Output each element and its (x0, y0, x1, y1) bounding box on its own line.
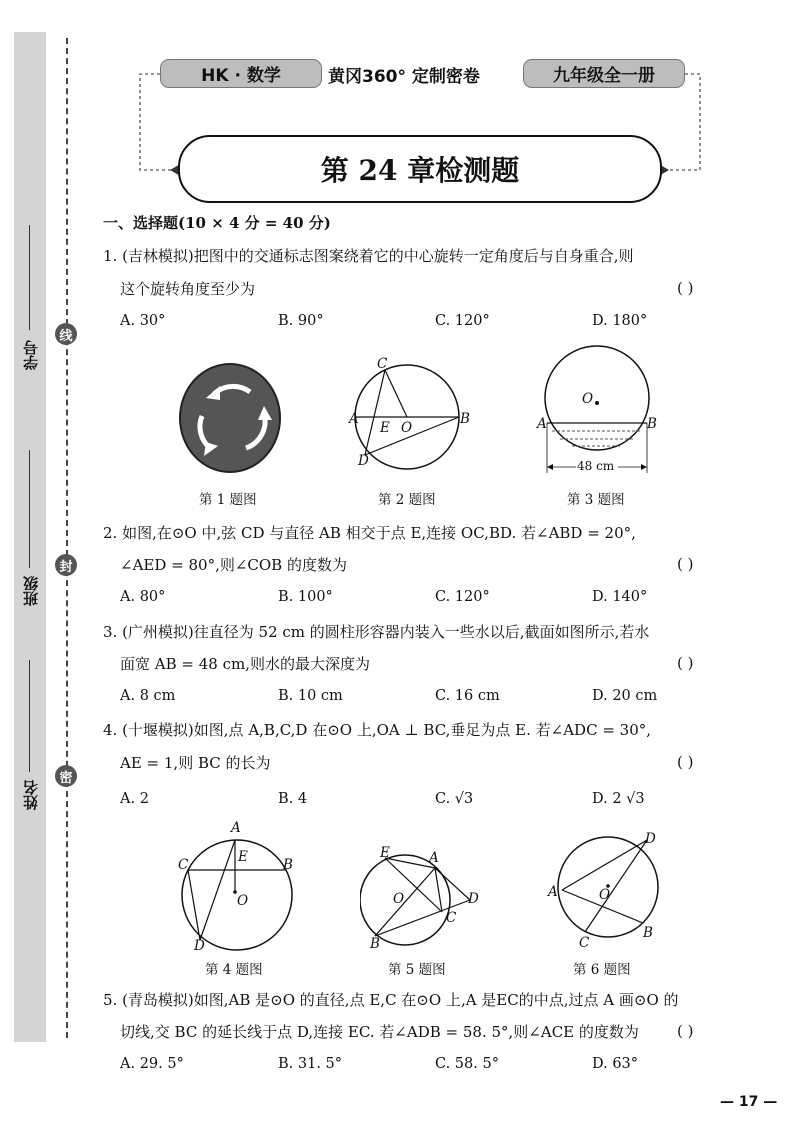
fig3-caption: 第 3 题图 (567, 492, 625, 508)
student-id-label: 学号 (22, 340, 40, 370)
fig4-label-o: O (237, 893, 249, 909)
q3-option-c: C. 16 cm (435, 688, 500, 704)
fig2-caption: 第 2 题图 (378, 492, 436, 508)
fig5-label-e: E (380, 845, 390, 861)
fig6-caption: 第 6 题图 (573, 962, 631, 978)
q2-option-c: C. 120° (435, 589, 490, 605)
q3-line1: 3. (广州模拟)往直径为 52 cm 的圆柱形容器内装入一些水以后,截面如图所示,若水 (103, 623, 650, 641)
page-title: 第 24 章检测题 (178, 135, 662, 203)
fig2-label-b: B (460, 411, 470, 427)
q1-option-c: C. 120° (435, 313, 490, 329)
traffic-sign-figure (178, 362, 282, 474)
fig2-label-o: O (401, 420, 413, 436)
fig4-label-b: B (283, 857, 293, 873)
q4-option-d: D. 2 √3 (592, 791, 645, 807)
circle-figure-5 (360, 848, 485, 948)
q4-line1: 4. (十堰模拟)如图,点 A,B,C,D 在⊙O 上,OA ⊥ BC,垂足为点 E. 若∠ADC = 30°, (103, 721, 652, 739)
fig5-label-d: D (468, 891, 479, 907)
page-number: — 17 — (720, 1094, 778, 1110)
name-blank (29, 660, 30, 772)
fig5-label-c: C (446, 910, 457, 926)
fig6-label-a: A (548, 884, 558, 900)
q1-line1: 1. (吉林模拟)把图中的交通标志图案绕着它的中心旋转一定角度后与自身重合,则 (103, 247, 634, 265)
q5-option-c: C. 58. 5° (435, 1056, 499, 1072)
seal-cut-mark: 密 (55, 765, 77, 787)
fig5-label-a: A (429, 850, 439, 866)
fig6-label-o: O (599, 887, 611, 903)
fig5-label-o: O (393, 891, 405, 907)
q1-answer-blank: ( ) (677, 279, 694, 297)
series-name: 黄冈360° 定制密卷 (328, 67, 480, 87)
q5-line1: 5. (青岛模拟)如图,AB 是⊙O 的直径,点 E,C 在⊙O 上,A 是EC的中点,过点 A 画⊙O 的 (103, 991, 679, 1009)
fig3-label-a: A (537, 416, 547, 432)
seal-line-mark: 线 (55, 323, 77, 345)
fig2-label-d: D (358, 453, 369, 469)
fig4-label-d: D (194, 938, 205, 954)
fig3-label-b: B (647, 416, 657, 432)
q3-option-b: B. 10 cm (278, 688, 343, 704)
q1-option-a: A. 30° (120, 313, 166, 329)
class-label: 班级 (22, 576, 40, 606)
seal-seal-mark: 封 (55, 554, 77, 576)
fig6-label-c: C (579, 935, 590, 951)
cylinder-water-figure (540, 343, 656, 478)
fig2-label-e: E (380, 420, 390, 436)
q2-option-b: B. 100° (278, 589, 333, 605)
fig6-label-b: B (643, 925, 653, 941)
binding-margin (14, 32, 46, 1042)
q3-answer-blank: ( ) (677, 654, 694, 672)
q5-option-a: A. 29. 5° (120, 1056, 184, 1072)
fig2-label-c: C (377, 356, 388, 372)
q3-line2: 面宽 AB = 48 cm,则水的最大深度为 (120, 655, 370, 673)
q3-option-a: A. 8 cm (120, 688, 176, 704)
q1-option-d: D. 180° (592, 313, 648, 329)
fig2-label-a: A (349, 411, 359, 427)
q5-answer-blank: ( ) (677, 1022, 694, 1040)
grade-pill: 九年级全一册 (523, 59, 685, 88)
fig4-label-a: A (231, 820, 241, 836)
name-label: 姓名 (22, 780, 40, 810)
q3-option-d: D. 20 cm (592, 688, 658, 704)
class-blank (29, 450, 30, 568)
q4-option-b: B. 4 (278, 791, 308, 807)
fig3-width-label: 48 cm (577, 459, 615, 473)
q1-line2: 这个旋转角度至少为 (120, 280, 256, 298)
q2-option-a: A. 80° (120, 589, 166, 605)
fig5-caption: 第 5 题图 (388, 962, 446, 978)
q5-line2: 切线,交 BC 的延长线于点 D,连接 EC. 若∠ADB = 58. 5°,则∠ACE 的度数为 (120, 1023, 639, 1041)
subject-pill: HK · 数学 (160, 59, 322, 88)
q4-answer-blank: ( ) (677, 753, 694, 771)
fig3-label-o: O (582, 391, 594, 407)
fig4-label-c: C (178, 857, 189, 873)
q2-option-d: D. 140° (592, 589, 648, 605)
section-heading: 一、选择题(10 × 4 分 = 40 分) (103, 214, 331, 232)
fig1-caption: 第 1 题图 (199, 492, 257, 508)
q5-option-b: B. 31. 5° (278, 1056, 343, 1072)
q5-option-d: D. 63° (592, 1056, 639, 1072)
fig4-caption: 第 4 题图 (205, 962, 263, 978)
q1-option-b: B. 90° (278, 313, 324, 329)
q4-option-c: C. √3 (435, 791, 474, 807)
fig4-label-e: E (238, 849, 248, 865)
q2-line2: ∠AED = 80°,则∠COB 的度数为 (120, 556, 347, 574)
student-id-blank (29, 225, 30, 330)
q2-line1: 2. 如图,在⊙O 中,弦 CD 与直径 AB 相交于点 E,连接 OC,BD. 若∠ABD = 20°, (103, 524, 636, 542)
fig6-label-d: D (645, 831, 656, 847)
fig5-label-b: B (370, 936, 380, 952)
cut-line (66, 38, 68, 1038)
q4-option-a: A. 2 (120, 791, 149, 807)
q2-answer-blank: ( ) (677, 555, 694, 573)
q4-line2: AE = 1,则 BC 的长为 (120, 754, 271, 772)
